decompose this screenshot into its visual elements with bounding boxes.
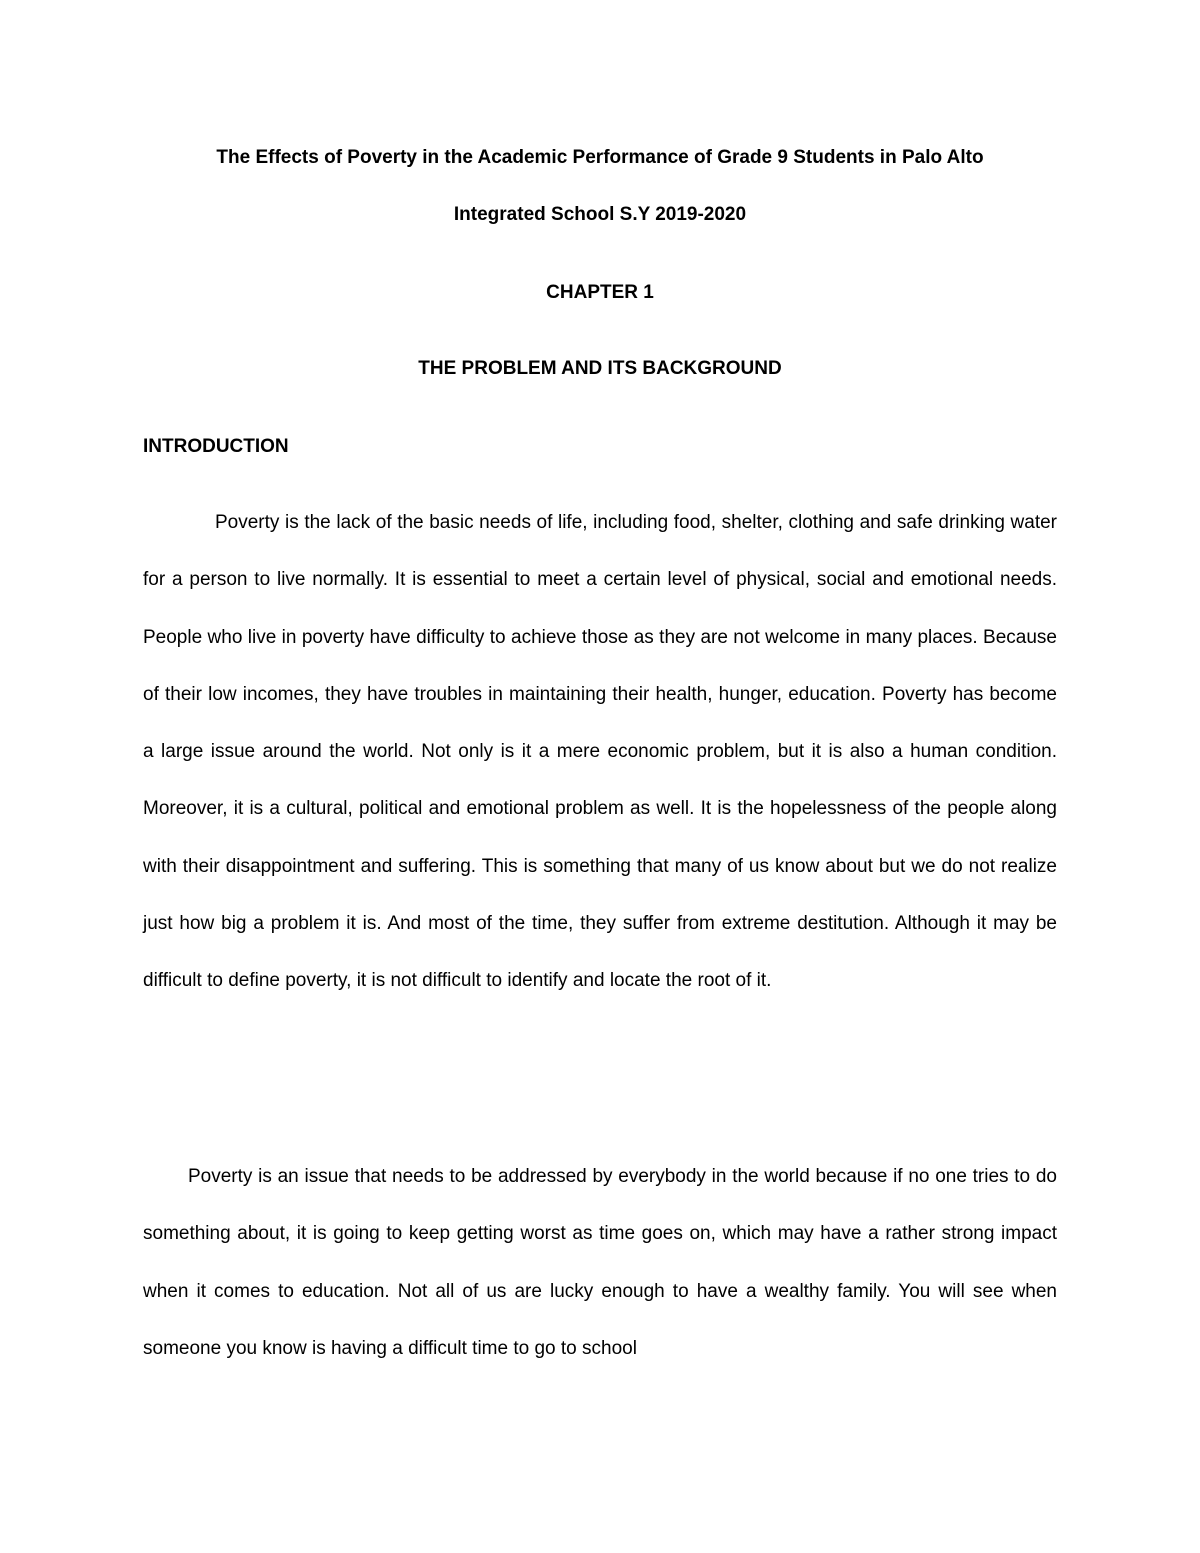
chapter-number: CHAPTER 1: [546, 282, 654, 303]
chapter-title: THE PROBLEM AND ITS BACKGROUND: [418, 358, 782, 379]
document-title-line-2: Integrated School S.Y 2019-2020: [453, 204, 747, 225]
document-title-line-1: The Effects of Poverty in the Academic Performance of Grade 9 Students in Palo Alto: [216, 147, 984, 168]
body-paragraph-2: Poverty is an issue that needs to be addressed by everybody in the world because if no one tries to do something about, it is going to keep getting worst as time goes on, which may have a rather strong impact when it comes to education. Not all of us are lucky enough to have a wealthy family. You will see when someone you know is having a difficult time to go to school: [143, 1166, 1057, 1359]
body-paragraph-1: Poverty is the lack of the basic needs of life, including food, shelter, clothing and safe drinking water for a person to live normally. It is essential to meet a certain level of physical, social and emotional needs. People who live in poverty have difficulty to achieve those as they are not welcome in many places. Because of their low incomes, they have troubles in maintaining their health, hunger, education. Poverty has become a large issue around the world. Not only is it a mere economic problem, but it is also a human condition. Moreover, it is a cultural, political and emotional problem as well. It is the hopelessness of the people along with their disappointment and suffering. This is something that many of us know about but we do not realize just how big a problem it is. And most of the time, they suffer from extreme destitution. Although it may be difficult to define poverty, it is not difficult to identify and locate the root of it.: [143, 512, 1057, 992]
section-heading-introduction: INTRODUCTION: [143, 436, 289, 457]
